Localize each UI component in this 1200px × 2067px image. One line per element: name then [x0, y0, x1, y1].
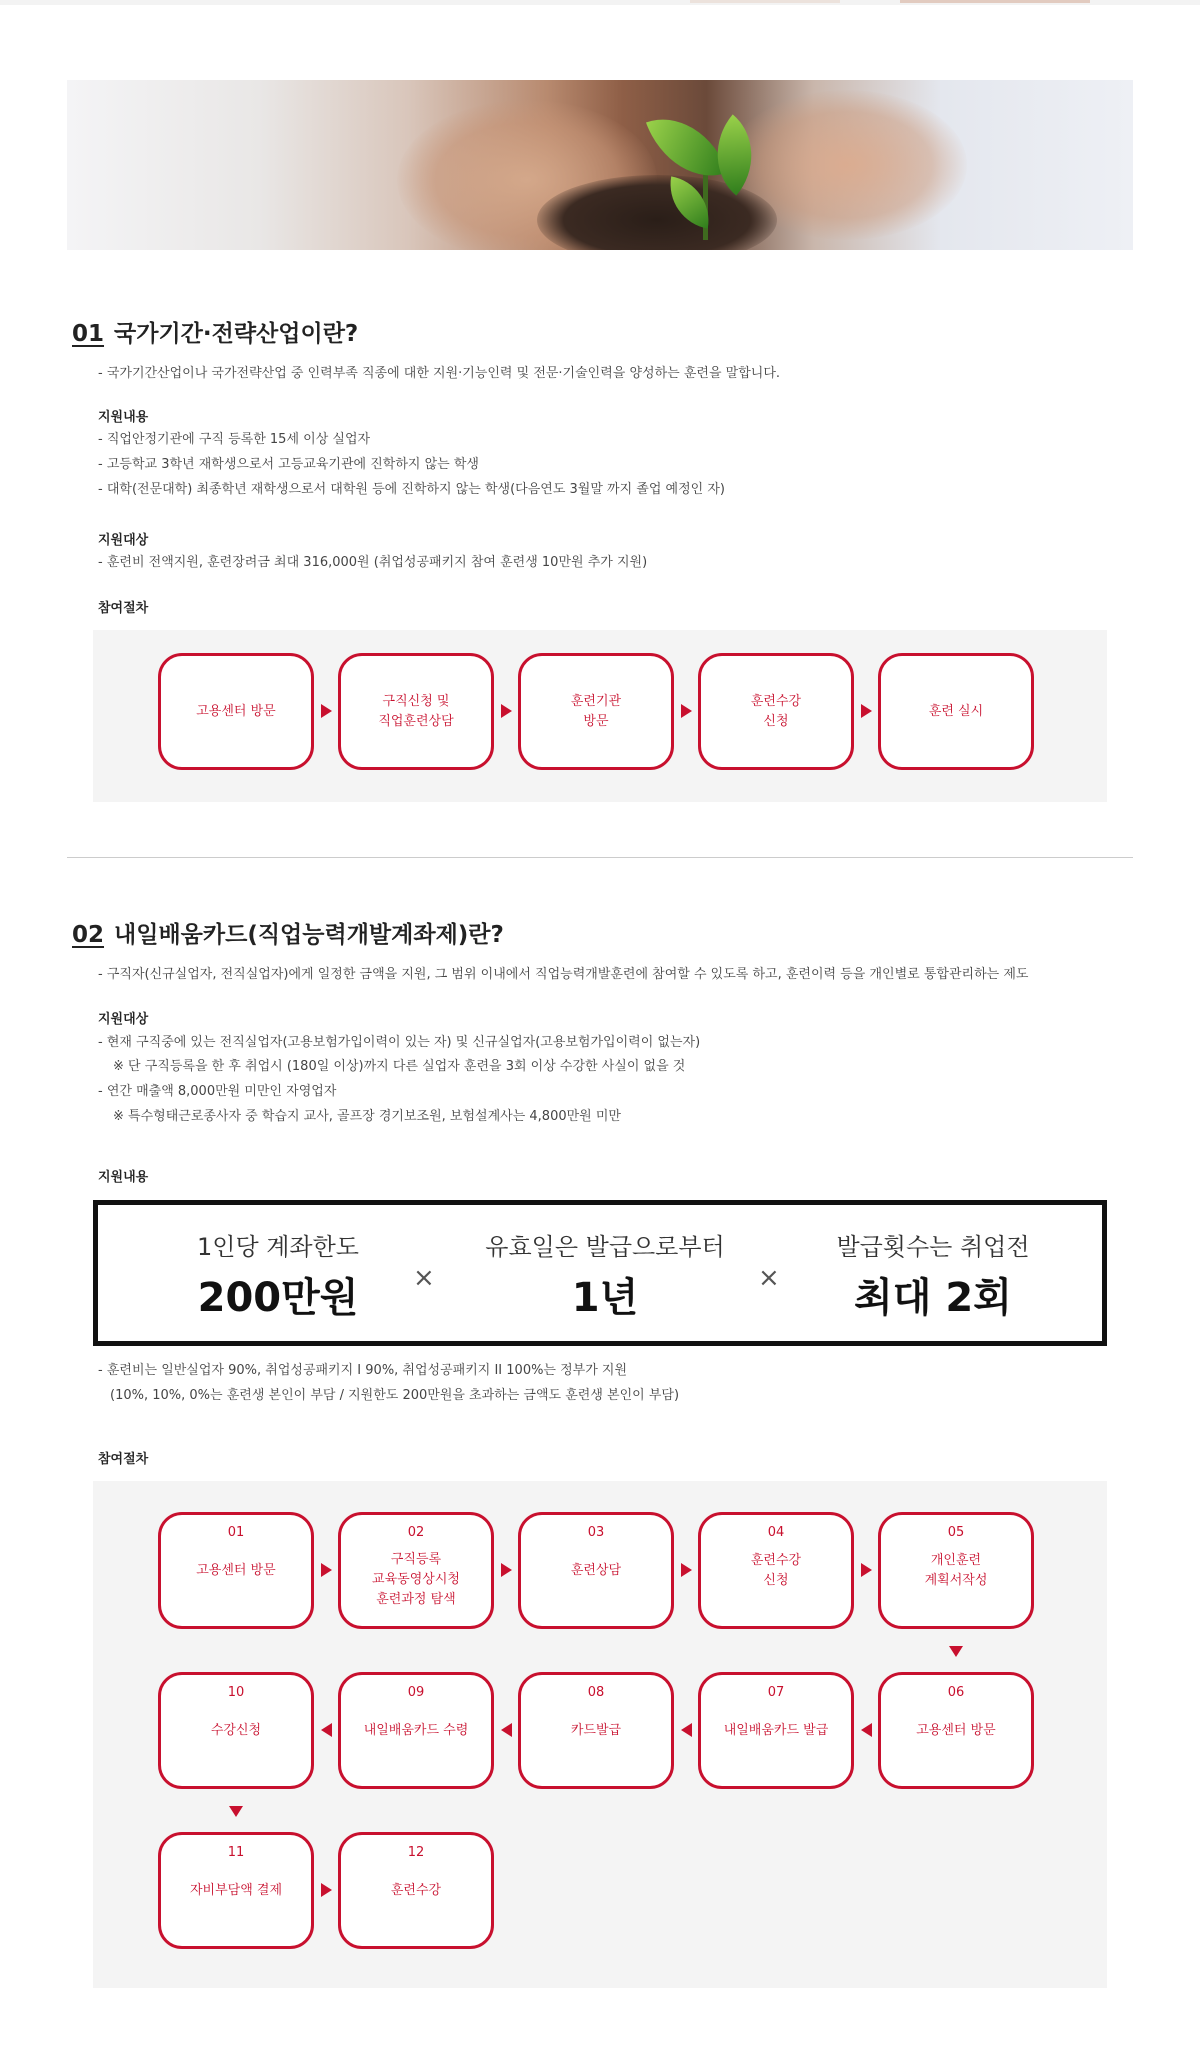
section2-support-target-3: - 연간 매출액 8,000만원 미만인 자영업자 — [98, 1084, 337, 1099]
benefit-issuance — [783, 1227, 1083, 1323]
process1-step-1: 고용센터 방문 — [158, 653, 314, 770]
section1-title — [72, 315, 358, 348]
arrow-down-icon — [229, 1806, 243, 1817]
process2-step-06: 06 고용센터 방문 — [878, 1672, 1034, 1789]
arrow-right-icon — [681, 1563, 692, 1577]
section2-support-target-title: 지원대상 — [98, 1012, 149, 1027]
benefit-limit — [128, 1227, 428, 1323]
arrow-left-icon — [501, 1723, 512, 1737]
section1-support-target-title: 지원대상 — [98, 533, 149, 548]
process2-step-12: 12 훈련수강 — [338, 1832, 494, 1949]
benefit-limit-label: 1인당 계좌한도 — [196, 1233, 359, 1261]
section1-process-title: 참여절차 — [98, 601, 149, 616]
process1-step-5: 훈련 실시 — [878, 653, 1034, 770]
process1-step-3: 훈련기관 방문 — [518, 653, 674, 770]
section2-title-text: 내일배움카드(직업능력개발계좌제)란? — [114, 922, 504, 948]
arrow-right-icon — [681, 704, 692, 718]
section2-support-target-1: - 현재 구직중에 있는 전직실업자(고용보험가입이력이 있는 자) 및 신규실업자(고용보험가입이력이 없는자) — [98, 1035, 701, 1050]
section1-support-content-3: - 대학(전문대학) 최종학년 재학생으로서 대학원 등에 진학하지 않는 학생(다음연도 3월말 까지 졸업 예정인 자) — [98, 482, 725, 497]
section1-support-content-1: - 직업안정기관에 구직 등록한 15세 이상 실업자 — [98, 432, 371, 447]
section2-support-content-title: 지원내용 — [98, 1170, 149, 1185]
process2-step-11: 11 자비부담액 결제 — [158, 1832, 314, 1949]
benefit-validity — [455, 1227, 755, 1323]
section2-support-target-2: ※ 단 구직등록을 한 후 취업시 (180일 이상)까지 다른 실업자 훈련을 3회 이상 수강한 사실이 없을 것 — [113, 1059, 686, 1074]
arrow-left-icon — [861, 1723, 872, 1737]
banner-image — [67, 80, 1133, 250]
benefit-issuance-value: 최대 2회 — [854, 1275, 1012, 1321]
process2-step-01: 01 고용센터 방문 — [158, 1512, 314, 1629]
arrow-left-icon — [321, 1723, 332, 1737]
process2-step-03: 03 훈련상담 — [518, 1512, 674, 1629]
section-divider — [67, 857, 1133, 858]
process2-step-05: 05 개인훈련 계획서작성 — [878, 1512, 1034, 1629]
arrow-right-icon — [861, 704, 872, 718]
section1-number: 01 — [72, 321, 105, 347]
top-strip — [0, 0, 1200, 5]
process2-step-08: 08 카드발급 — [518, 1672, 674, 1789]
arrow-down-icon — [949, 1646, 963, 1657]
process1-step-2: 구직신청 및 직업훈련상담 — [338, 653, 494, 770]
section2-intro: - 구직자(신규실업자, 전직실업자)에게 일정한 금액을 지원, 그 범위 이내에서 직업능력개발훈련에 참여할 수 있도록 하고, 훈련이력 등을 개인별로 통합관리하는 제도 — [98, 967, 1029, 982]
arrow-right-icon — [321, 1563, 332, 1577]
process2-step-04: 04 훈련수강 신청 — [698, 1512, 854, 1629]
benefit-validity-label: 유효일은 발급으로부터 — [485, 1233, 725, 1261]
process2-step-10: 10 수강신청 — [158, 1672, 314, 1789]
section1-support-target-1: - 훈련비 전액지원, 훈련장려금 최대 316,000원 (취업성공패키지 참여 훈련생 10만원 추가 지원) — [98, 555, 648, 570]
benefit-validity-value: 1년 — [571, 1275, 639, 1321]
multiply-icon: × — [413, 1263, 435, 1293]
process2-step-07: 07 내일배움카드 발급 — [698, 1672, 854, 1789]
arrow-right-icon — [321, 704, 332, 718]
section2-title — [72, 916, 504, 949]
section1-intro: - 국가기간산업이나 국가전략산업 중 인력부족 직종에 대한 지원·기능인력 및 전문·기술인력을 양성하는 훈련을 말합니다. — [98, 366, 781, 381]
multiply-icon: × — [758, 1263, 780, 1293]
process2-step-02: 02 구직등록 교육동영상시청 훈련과정 탐색 — [338, 1512, 494, 1629]
arrow-right-icon — [501, 704, 512, 718]
section2-support-target-4: ※ 특수형태근로종사자 중 학습지 교사, 골프장 경기보조원, 보험설계사는 4,800만원 미만 — [113, 1109, 621, 1124]
section2-number: 02 — [72, 922, 105, 948]
process1-step-4: 훈련수강 신청 — [698, 653, 854, 770]
arrow-right-icon — [501, 1563, 512, 1577]
benefit-issuance-label: 발급횟수는 취업전 — [836, 1233, 1030, 1261]
benefit-limit-value: 200만원 — [197, 1275, 359, 1321]
section2-note-2: (10%, 10%, 0%는 훈련생 본인이 부담 / 지원한도 200만원을 초과하는 금액도 훈련생 본인이 부담) — [110, 1388, 680, 1403]
arrow-left-icon — [681, 1723, 692, 1737]
arrow-right-icon — [321, 1883, 332, 1897]
benefit-card — [93, 1200, 1107, 1346]
process2-step-09: 09 내일배움카드 수령 — [338, 1672, 494, 1789]
section2-note-1: - 훈련비는 일반실업자 90%, 취업성공패키지 I 90%, 취업성공패키지 II 100%는 정부가 지원 — [98, 1363, 628, 1378]
section1-title-text: 국가기간·전략산업이란? — [114, 321, 359, 347]
arrow-right-icon — [861, 1563, 872, 1577]
section1-support-content-2: - 고등학교 3학년 재학생으로서 고등교육기관에 진학하지 않는 학생 — [98, 457, 479, 472]
section2-process-title: 참여절차 — [98, 1452, 149, 1467]
section1-support-content-title: 지원내용 — [98, 410, 149, 425]
